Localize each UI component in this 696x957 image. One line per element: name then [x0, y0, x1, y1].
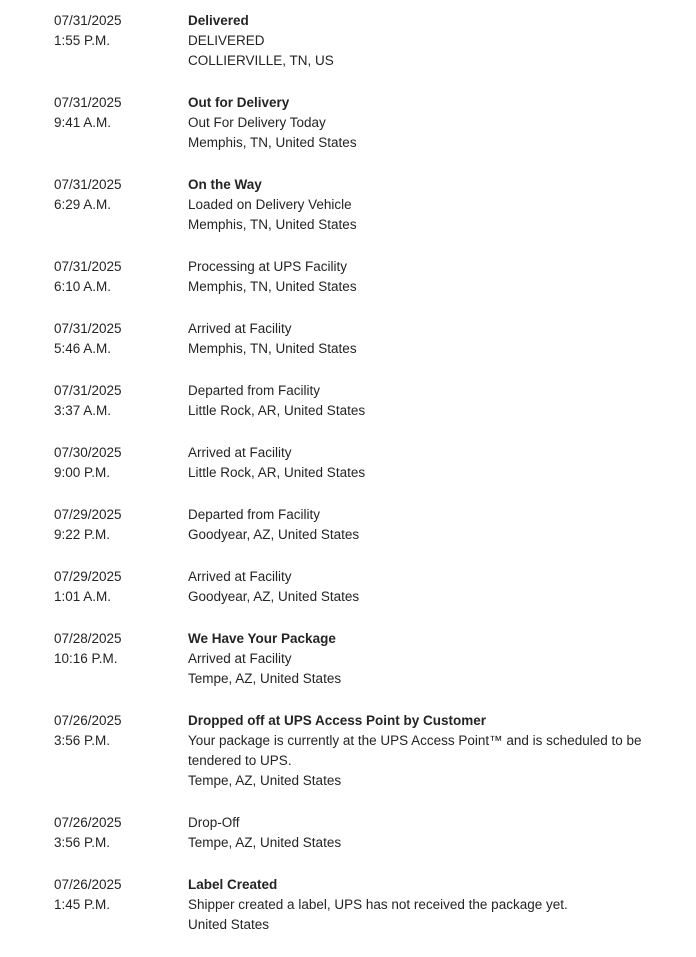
event-details: [188, 567, 658, 607]
event-date: 07/31/2025: [54, 259, 122, 274]
tracking-event: [0, 443, 696, 483]
event-datetime: [0, 711, 188, 791]
event-status-title: We Have Your Package: [188, 631, 336, 646]
event-details: [188, 711, 658, 791]
event-date: 07/26/2025: [54, 713, 122, 728]
event-description: Loaded on Delivery Vehicle: [188, 197, 352, 212]
event-location: Tempe, AZ, United States: [188, 835, 342, 850]
event-datetime: [0, 813, 188, 853]
tracking-event: [0, 175, 696, 235]
event-details: [188, 381, 658, 421]
event-location: United States: [188, 917, 270, 932]
event-status-title: Label Created: [188, 877, 278, 892]
event-location: Memphis, TN, United States: [188, 135, 357, 150]
event-time: 6:10 A.M.: [54, 279, 112, 294]
event-time: 1:45 P.M.: [54, 897, 111, 912]
event-details: [188, 875, 658, 935]
event-datetime: [0, 257, 188, 297]
shipment-progress-list: [0, 11, 696, 957]
event-details: [188, 443, 658, 483]
tracking-event: [0, 711, 696, 791]
event-time: 1:55 P.M.: [54, 33, 111, 48]
event-details: [188, 11, 658, 71]
tracking-event: [0, 257, 696, 297]
event-description: Your package is currently at the UPS Access Point™ and is scheduled to be tendered to UPS.: [188, 733, 642, 768]
event-datetime: [0, 11, 188, 71]
event-time: 1:01 A.M.: [54, 589, 112, 604]
event-date: 07/31/2025: [54, 95, 122, 110]
event-time: 9:22 P.M.: [54, 527, 111, 542]
event-datetime: [0, 175, 188, 235]
event-details: [188, 629, 658, 689]
event-location: Goodyear, AZ, United States: [188, 589, 360, 604]
event-description: Drop-Off: [188, 815, 240, 830]
event-time: 9:00 P.M.: [54, 465, 111, 480]
event-description: Shipper created a label, UPS has not received the package yet.: [188, 897, 568, 912]
event-time: 5:46 A.M.: [54, 341, 112, 356]
event-description: DELIVERED: [188, 33, 265, 48]
event-location: Memphis, TN, United States: [188, 279, 357, 294]
tracking-event: [0, 875, 696, 935]
event-datetime: [0, 93, 188, 153]
event-date: 07/29/2025: [54, 569, 122, 584]
event-time: 9:41 A.M.: [54, 115, 112, 130]
event-date: 07/30/2025: [54, 445, 122, 460]
event-description: Departed from Facility: [188, 383, 321, 398]
event-description: Processing at UPS Facility: [188, 259, 348, 274]
event-time: 3:56 P.M.: [54, 835, 111, 850]
event-location: Tempe, AZ, United States: [188, 671, 342, 686]
event-time: 10:16 P.M.: [54, 651, 118, 666]
event-location: Memphis, TN, United States: [188, 217, 357, 232]
event-location: Goodyear, AZ, United States: [188, 527, 360, 542]
event-location: Tempe, AZ, United States: [188, 773, 342, 788]
event-status-title: Dropped off at UPS Access Point by Customer: [188, 713, 487, 728]
event-description: Arrived at Facility: [188, 445, 292, 460]
event-location: Little Rock, AR, United States: [188, 465, 366, 480]
event-details: [188, 93, 658, 153]
event-date: 07/31/2025: [54, 383, 122, 398]
event-status-title: Delivered: [188, 13, 249, 28]
event-datetime: [0, 567, 188, 607]
event-datetime: [0, 629, 188, 689]
event-location: Little Rock, AR, United States: [188, 403, 366, 418]
event-date: 07/31/2025: [54, 177, 122, 192]
tracking-event: [0, 319, 696, 359]
event-description: Arrived at Facility: [188, 569, 292, 584]
event-datetime: [0, 381, 188, 421]
event-details: [188, 319, 658, 359]
event-date: 07/28/2025: [54, 631, 122, 646]
tracking-event: [0, 93, 696, 153]
tracking-event: [0, 11, 696, 71]
event-time: 6:29 A.M.: [54, 197, 112, 212]
event-details: [188, 175, 658, 235]
event-status-title: On the Way: [188, 177, 262, 192]
event-location: COLLIERVILLE, TN, US: [188, 53, 334, 68]
tracking-event: [0, 567, 696, 607]
tracking-event: [0, 629, 696, 689]
event-date: 07/26/2025: [54, 815, 122, 830]
event-datetime: [0, 505, 188, 545]
event-time: 3:56 P.M.: [54, 733, 111, 748]
event-datetime: [0, 319, 188, 359]
event-description: Departed from Facility: [188, 507, 321, 522]
event-location: Memphis, TN, United States: [188, 341, 357, 356]
tracking-event: [0, 813, 696, 853]
event-description: Arrived at Facility: [188, 651, 292, 666]
event-date: 07/31/2025: [54, 13, 122, 28]
tracking-event: [0, 505, 696, 545]
event-datetime: [0, 875, 188, 935]
event-datetime: [0, 443, 188, 483]
event-details: [188, 813, 658, 853]
event-description: Arrived at Facility: [188, 321, 292, 336]
event-status-title: Out for Delivery: [188, 95, 290, 110]
event-details: [188, 257, 658, 297]
event-date: 07/29/2025: [54, 507, 122, 522]
event-description: Out For Delivery Today: [188, 115, 326, 130]
tracking-event: [0, 381, 696, 421]
event-date: 07/31/2025: [54, 321, 122, 336]
event-details: [188, 505, 658, 545]
event-time: 3:37 A.M.: [54, 403, 112, 418]
event-date: 07/26/2025: [54, 877, 122, 892]
